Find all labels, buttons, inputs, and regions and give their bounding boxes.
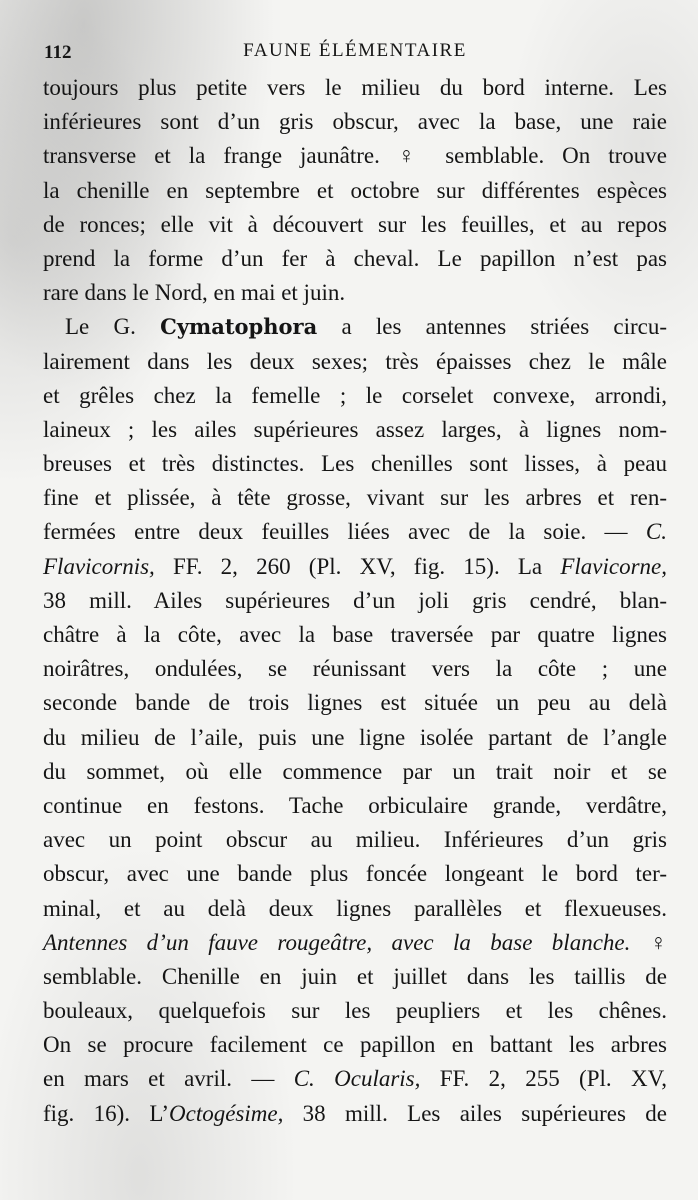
genus-name: Cymatophora — [160, 314, 318, 340]
text-fragment: 38 mill. Les ailes supérieures de — [283, 1100, 667, 1126]
text-line: 38 mill. Ailes supérieures d’un joli gris cendré, blan- — [43, 587, 667, 613]
text-line: inférieures sont d’un gris obscur, avec la base, une raie — [43, 109, 667, 135]
text-line: seconde bande de trois lignes est située un peu au delà — [43, 690, 667, 716]
text-fragment: a les antennes striées circu- — [317, 314, 668, 340]
text-line: toujours plus petite vers le milieu du bord interne. Les — [43, 75, 667, 100]
page-number: 112 — [44, 42, 72, 63]
text-line: du milieu de l’aile, puis une ligne isolée partant de l’angle — [43, 724, 667, 750]
text-line: On se procure facilement ce papillon en battant les arbres — [43, 1032, 667, 1058]
text-line: laineux ; les ailes supérieures assez larges, à lignes nom- — [43, 416, 667, 442]
text-line: et grêles chez la femelle ; le corselet convexe, arrondi, — [43, 382, 667, 408]
running-title: FAUNE ÉLÉMENTAIRE — [243, 40, 467, 61]
text-fragment: ♀ — [630, 929, 667, 955]
text-line: rare dans le Nord, en mai et juin. — [43, 280, 346, 306]
text-line: semblable. Chenille en juin et juillet dans les taillis de — [43, 963, 667, 989]
text-line: prend la forme d’un fer à cheval. Le papillon n’est pas — [43, 245, 667, 271]
common-name: Flavicorne, — [560, 553, 667, 579]
text-line: noirâtres, ondulées, se réunissant vers la côte ; une — [43, 656, 667, 682]
text-line — [43, 1062, 667, 1096]
species-name: Flavicornis, — [43, 553, 155, 579]
species-name: C. Ocularis, — [293, 1066, 421, 1092]
text-fragment: FF. 2, 255 (Pl. XV, — [420, 1066, 667, 1092]
text-line: lairement dans les deux sexes; très épaisses chez le mâle — [43, 348, 667, 374]
paragraph-start-line — [43, 310, 667, 344]
text-fragment: fig. 16). L’ — [43, 1100, 169, 1126]
text-line: bouleaux, quelquefois sur les peupliers et les chênes. — [43, 998, 667, 1024]
common-name: Octogésime, — [169, 1100, 284, 1126]
text-line: de ronces; elle vit à découvert sur les feuilles, et au repos — [43, 211, 667, 237]
text-line: minal, et au delà deux lignes parallèles et flexueuses. — [43, 895, 667, 921]
text-line — [43, 515, 667, 549]
text-line: du sommet, où elle commence par un trait noir et se — [43, 758, 667, 784]
text-line: continue en festons. Tache orbiculaire grande, verdâtre, — [43, 792, 667, 818]
text-line: transverse et la frange jaunâtre. ♀ semblable. On trouve — [43, 143, 667, 169]
text-fragment: Le G. — [65, 314, 161, 340]
text-line — [43, 1097, 667, 1131]
text-line: breuses et très distinctes. Les chenilles sont lisses, à peau — [43, 451, 667, 477]
text-line — [43, 926, 667, 960]
italic-note: Antennes d’un fauve rougeâtre, avec la base blanche. — [43, 929, 631, 955]
text-line — [43, 550, 667, 584]
text-line: la chenille en septembre et octobre sur différentes espèces — [43, 177, 667, 203]
text-fragment: FF. 2, 260 (Pl. XV, fig. 15). La — [154, 553, 561, 579]
species-abbrev: C. — [645, 519, 667, 545]
text-line: châtre à la côte, avec la base traversée par quatre lignes — [43, 622, 667, 647]
page-header — [44, 38, 666, 66]
text-line: avec un point obscur au milieu. Inférieures d’un gris — [43, 827, 667, 853]
body-text — [43, 71, 667, 1131]
text-line: obscur, avec une bande plus foncée longeant le bord ter- — [43, 861, 667, 887]
text-fragment: fermées entre deux feuilles liées avec de la soie. — — [43, 519, 646, 545]
text-line: fine et plissée, à tête grosse, vivant sur les arbres et ren- — [43, 485, 667, 511]
text-fragment: en mars et avril. — — [43, 1066, 294, 1092]
